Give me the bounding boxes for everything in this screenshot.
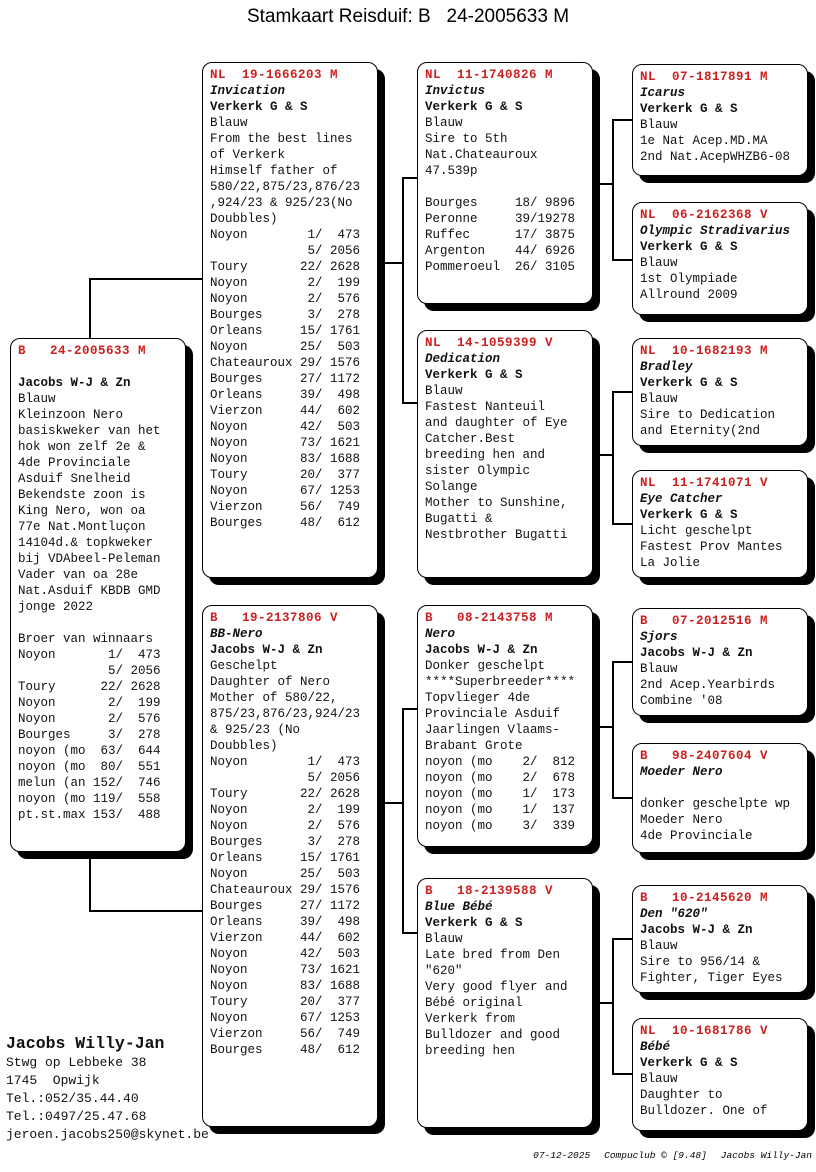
pedigree-text-line: Jaarlingen Vlaams- — [425, 723, 561, 737]
pedigree-text-line: Himself father of — [210, 164, 338, 178]
pedigree-text-line: Combine '08 — [640, 694, 723, 708]
connector-line — [402, 708, 404, 934]
connector-line — [402, 708, 418, 710]
pedigree-text-line: Orleans 15/ 1761 — [210, 851, 361, 865]
pedigree-box-sire-dam-sire — [632, 338, 808, 446]
pedigree-text-line: and daughter of Eye — [425, 416, 568, 430]
connector-line — [402, 932, 418, 934]
pedigree-text-line: noyon (mo 80/ 551 — [18, 760, 161, 774]
pedigree-text-line: Orleans 39/ 498 — [210, 388, 361, 402]
pedigree-text-line: ,924/23 & 925/23(No — [210, 196, 353, 210]
pedigree-box-dam-dam-dam — [632, 1018, 808, 1131]
ring-number: NL 11-1740826 M — [425, 68, 554, 82]
pedigree-text-line: Bugatti & — [425, 512, 493, 526]
ring-number: B 08-2143758 M — [425, 611, 554, 625]
pedigree-text-line: Daughter to — [640, 1088, 723, 1102]
pedigree-text-line: breeding hen and — [425, 448, 546, 462]
pedigree-box-dam-sire-dam — [632, 743, 808, 853]
pedigree-text-line: Noyon 83/ 1688 — [210, 979, 361, 993]
ring-number: NL 19-1666203 M — [210, 68, 339, 82]
pedigree-text-line: Bourges 18/ 9896 — [425, 196, 576, 210]
pigeon-name: BB-Nero — [210, 627, 263, 641]
ring-number: B 07-2012516 M — [640, 614, 769, 628]
pedigree-text-line — [18, 615, 178, 631]
pigeon-name: Den "620" — [640, 907, 708, 921]
ring-number: NL 07-1817891 M — [640, 70, 769, 84]
pedigree-text-line: Toury 20/ 377 — [210, 995, 361, 1009]
pedigree-text-line: Blauw — [640, 118, 678, 132]
pedigree-text-line: Noyon 67/ 1253 — [210, 484, 361, 498]
pedigree-text-line: basiskweker van het — [18, 424, 161, 438]
pedigree-text-line: Kleinzoon Nero — [18, 408, 124, 422]
pigeon-owner: Verkerk G & S — [640, 508, 738, 522]
pigeon-name: Bébé — [640, 1040, 671, 1054]
pedigree-text-line: Toury 22/ 2628 — [210, 260, 361, 274]
pigeon-name: Icarus — [640, 86, 686, 100]
pedigree-text-line: Late bred from Den — [425, 948, 561, 962]
fancier-phone-2: Tel.:0497/25.47.68 — [6, 1109, 147, 1124]
pedigree-text-line: Nat.Chateauroux — [425, 148, 538, 162]
pedigree-text-line: 2nd Nat.AcepWHZB6-08 — [640, 150, 791, 164]
pedigree-text-line: Blauw — [640, 939, 678, 953]
pedigree-text-line: sister Olympic — [425, 464, 531, 478]
pedigree-text-line: 875/23,876/23,924/23 — [210, 707, 361, 721]
pigeon-name: Sjors — [640, 630, 678, 644]
fancier-phone-1: Tel.:052/35.44.40 — [6, 1091, 139, 1106]
connector-line — [89, 278, 203, 280]
connector-line — [612, 119, 633, 121]
pedigree-text-line: Bourges 3/ 278 — [210, 835, 361, 849]
ring-number: NL 10-1682193 M — [640, 344, 769, 358]
pedigree-box-dam — [202, 605, 378, 1127]
pedigree-text-line: of Verkerk — [210, 148, 286, 162]
pigeon-name: Dedication — [425, 352, 501, 366]
connector-line — [378, 802, 403, 804]
pedigree-text-line: Noyon 2/ 576 — [210, 819, 361, 833]
pigeon-owner — [640, 780, 800, 796]
connector-line — [89, 910, 203, 912]
pedigree-text-line: Noyon 2/ 576 — [210, 292, 361, 306]
pedigree-text-line: Blauw — [210, 116, 248, 130]
pedigree-text-line: Chateauroux 29/ 1576 — [210, 883, 361, 897]
pigeon-name: Blue Bébé — [425, 900, 493, 914]
connector-line — [612, 119, 614, 261]
connector-line — [612, 259, 633, 261]
pedigree-text-line: Ruffec 17/ 3875 — [425, 228, 576, 242]
connector-line — [593, 183, 613, 185]
pedigree-text-line: Bourges 27/ 1172 — [210, 899, 361, 913]
pedigree-text-line: Doubbles) — [210, 212, 278, 226]
pedigree-text-line: Noyon 42/ 503 — [210, 420, 361, 434]
pedigree-text-line: 77e Nat.Montluçon — [18, 520, 146, 534]
pigeon-owner: Verkerk G & S — [425, 368, 523, 382]
pedigree-text-line: jonge 2022 — [18, 600, 94, 614]
ring-number: NL 06-2162368 V — [640, 208, 769, 222]
connector-line — [593, 726, 613, 728]
pedigree-text-line: Verkerk from — [425, 1012, 516, 1026]
connector-line — [89, 278, 91, 339]
pedigree-text-line: Bourges 48/ 612 — [210, 1043, 361, 1057]
pedigree-box-dam-sire — [417, 605, 593, 847]
pigeon-owner: Verkerk G & S — [640, 102, 738, 116]
pedigree-text-line: Nestbrother Bugatti — [425, 528, 568, 542]
connector-line — [402, 177, 404, 404]
connector-line — [612, 1073, 633, 1075]
pedigree-text-line: 4de Provinciale — [640, 829, 753, 843]
pedigree-text-line: Noyon 73/ 1621 — [210, 963, 361, 977]
pedigree-text-line: noyon (mo 63/ 644 — [18, 744, 161, 758]
ring-number: NL 11-1741071 V — [640, 476, 769, 490]
pedigree-text-line: Fastest Prov Mantes — [640, 540, 783, 554]
pedigree-text-line: Vierzon 56/ 749 — [210, 500, 361, 514]
pedigree-text-line: Noyon 2/ 199 — [210, 276, 361, 290]
pedigree-text-line: and Eternity(2nd — [640, 424, 761, 438]
pedigree-text-line: noyon (mo 1/ 137 — [425, 803, 576, 817]
pedigree-text-line: Broer van winnaars — [18, 632, 154, 646]
pigeon-name: Nero — [425, 627, 456, 641]
ring-number: NL 10-1681786 V — [640, 1024, 769, 1038]
pigeon-name: Moeder Nero — [640, 765, 723, 779]
pedigree-text-line: Blauw — [425, 932, 463, 946]
pedigree-text-line: Toury 22/ 2628 — [210, 787, 361, 801]
pedigree-box-dam-dam — [417, 878, 593, 1128]
pigeon-name: Eye Catcher — [640, 492, 723, 506]
pedigree-text-line: Mother of 580/22, — [210, 691, 338, 705]
pigeon-owner: Jacobs W-J & Zn — [18, 376, 131, 390]
pedigree-text-line: 47.539p — [425, 164, 478, 178]
pedigree-text-line: Orleans 39/ 498 — [210, 915, 361, 929]
pedigree-text-line: Orleans 15/ 1761 — [210, 324, 361, 338]
footer-date: 07-12-2025 — [533, 1150, 591, 1161]
footer-program: Compuclub © [9.48] — [604, 1150, 707, 1161]
pedigree-box-sire — [202, 62, 378, 578]
pedigree-text-line: 5/ 2056 — [210, 244, 361, 258]
pedigree-text-line: noyon (mo 119/ 558 — [18, 792, 161, 806]
connector-line — [612, 391, 614, 525]
connector-line — [378, 262, 403, 264]
ring-number: B 10-2145620 M — [640, 891, 769, 905]
pedigree-text-line: La Jolie — [640, 556, 701, 570]
pedigree-text-line: Brabant Grote — [425, 739, 523, 753]
pigeon-owner: Verkerk G & S — [425, 100, 523, 114]
pedigree-text-line: Sire to 956/14 & — [640, 955, 761, 969]
pedigree-text-line: Allround 2009 — [640, 288, 738, 302]
pigeon-name: Invictus — [425, 84, 486, 98]
pedigree-text-line: 5/ 2056 — [18, 664, 161, 678]
pedigree-text-line: Fighter, Tiger Eyes — [640, 971, 783, 985]
connector-line — [89, 853, 91, 912]
pedigree-text-line: pt.st.max 153/ 488 — [18, 808, 161, 822]
pedigree-text-line: Bulldozer. One of — [640, 1104, 768, 1118]
pedigree-box-sire-sire-dam — [632, 202, 808, 315]
pigeon-owner: Verkerk G & S — [640, 240, 738, 254]
pedigree-text-line: Asduif Snelheid — [18, 472, 131, 486]
pedigree-text-line: Bourges 48/ 612 — [210, 516, 361, 530]
connector-line — [612, 661, 633, 663]
pedigree-text-line: 4de Provinciale — [18, 456, 131, 470]
pedigree-text-line: Blauw — [640, 1072, 678, 1086]
pedigree-text-line: Bulldozer and good — [425, 1028, 561, 1042]
pedigree-text-line: Noyon 1/ 473 — [18, 648, 161, 662]
pedigree-text-line: Topvlieger 4de — [425, 691, 531, 705]
pedigree-text-line: 580/22,875/23,876/23 — [210, 180, 361, 194]
pedigree-text-line: breeding hen — [425, 1044, 516, 1058]
connector-line — [612, 938, 633, 940]
pedigree-text-line: "620" — [425, 964, 463, 978]
pedigree-text-line: 14104d.& topkweker — [18, 536, 154, 550]
pedigree-text-line: noyon (mo 2/ 678 — [425, 771, 576, 785]
pedigree-text-line: Noyon 2/ 199 — [18, 696, 161, 710]
connector-line — [593, 1002, 613, 1004]
ring-number: NL 14-1059399 V — [425, 336, 554, 350]
pedigree-text-line: Vierzon 44/ 602 — [210, 931, 361, 945]
pigeon-owner: Verkerk G & S — [425, 916, 523, 930]
pedigree-text-line: Noyon 73/ 1621 — [210, 436, 361, 450]
pigeon-name: Invication — [210, 84, 286, 98]
pedigree-text-line: 1e Nat Acep.MD.MA — [640, 134, 768, 148]
pedigree-text-line: Peronne 39/19278 — [425, 212, 576, 226]
connector-line — [612, 391, 633, 393]
pedigree-text-line: Noyon 83/ 1688 — [210, 452, 361, 466]
pedigree-text-line: Solange — [425, 480, 478, 494]
connector-line — [402, 177, 418, 179]
pigeon-name: Olympic Stradivarius — [640, 224, 791, 238]
page-title: Stamkaart Reisduif: B 24-2005633 M — [246, 6, 570, 27]
pedigree-text-line: 5/ 2056 — [210, 771, 361, 785]
pedigree-text-line: From the best lines — [210, 132, 353, 146]
pedigree-box-sire-sire-sire — [632, 64, 808, 176]
pedigree-text-line: Noyon 1/ 473 — [210, 755, 361, 769]
pedigree-text-line: Doubbles) — [210, 739, 278, 753]
pedigree-text-line: Daughter of Nero — [210, 675, 331, 689]
pedigree-box-dam-dam-sire — [632, 885, 808, 993]
connector-line — [612, 938, 614, 1075]
pedigree-text-line: Blauw — [640, 256, 678, 270]
pigeon-name — [18, 359, 178, 375]
pedigree-text-line: Donker geschelpt — [425, 659, 546, 673]
pedigree-text-line: Noyon 25/ 503 — [210, 867, 361, 881]
pigeon-owner: Verkerk G & S — [640, 376, 738, 390]
pedigree-text-line: Moeder Nero — [640, 813, 723, 827]
connector-line — [612, 797, 633, 799]
pedigree-text-line: 1st Olympiade — [640, 272, 738, 286]
ring-number: B 18-2139588 V — [425, 884, 554, 898]
ring-number: B 24-2005633 M — [18, 344, 147, 358]
pedigree-text-line: Toury 20/ 377 — [210, 468, 361, 482]
pedigree-text-line: Blauw — [640, 392, 678, 406]
pedigree-text-line: Vierzon 56/ 749 — [210, 1027, 361, 1041]
pedigree-text-line: Bourges 3/ 278 — [210, 308, 361, 322]
pedigree-text-line: Bourges 3/ 278 — [18, 728, 161, 742]
pedigree-text-line: King Nero, won oa — [18, 504, 146, 518]
pedigree-box-sire-dam-dam — [632, 470, 808, 578]
pedigree-text-line: melun (an 152/ 746 — [18, 776, 161, 790]
pedigree-text-line: Noyon 1/ 473 — [210, 228, 361, 242]
print-footer — [496, 1139, 812, 1172]
pedigree-text-line: Mother to Sunshine, — [425, 496, 568, 510]
pedigree-text-line: noyon (mo 2/ 812 — [425, 755, 576, 769]
pigeon-owner: Verkerk G & S — [210, 100, 308, 114]
pedigree-text-line: Blauw — [18, 392, 56, 406]
pedigree-text-line: Vader van oa 28e — [18, 568, 139, 582]
pedigree-text-line: Bekendste zoon is — [18, 488, 146, 502]
pedigree-text-line: Vierzon 44/ 602 — [210, 404, 361, 418]
pedigree-box-dam-sire-sire — [632, 608, 808, 716]
pedigree-text-line: Licht geschelpt — [640, 524, 753, 538]
fancier-name: Jacobs Willy-Jan — [6, 1034, 165, 1053]
pedigree-text-line: noyon (mo 3/ 339 — [425, 819, 576, 833]
pedigree-text-line: Noyon 67/ 1253 — [210, 1011, 361, 1025]
pedigree-text-line: Bourges 27/ 1172 — [210, 372, 361, 386]
pedigree-text-line: Very good flyer and — [425, 980, 568, 994]
pedigree-text-line: hok won zelf 2e & — [18, 440, 146, 454]
pedigree-text-line: Fastest Nanteuil — [425, 400, 546, 414]
pedigree-text-line: Toury 22/ 2628 — [18, 680, 161, 694]
fancier-address-block — [6, 1033, 209, 1144]
pedigree-text-line: & 925/23 (No — [210, 723, 301, 737]
pedigree-text-line: Sire to Dedication — [640, 408, 776, 422]
pedigree-text-line: Chateauroux 29/ 1576 — [210, 356, 361, 370]
pedigree-text-line: Blauw — [425, 116, 463, 130]
connector-line — [593, 454, 613, 456]
pedigree-text-line: Noyon 25/ 503 — [210, 340, 361, 354]
pedigree-text-line: bij VDAbeel-Peleman — [18, 552, 161, 566]
fancier-email: jeroen.jacobs250@skynet.be — [6, 1127, 209, 1142]
pigeon-name: Bradley — [640, 360, 693, 374]
ring-number: B 98-2407604 V — [640, 749, 769, 763]
pedigree-text-line: noyon (mo 1/ 173 — [425, 787, 576, 801]
pedigree-text-line: Sire to 5th — [425, 132, 508, 146]
pigeon-owner: Verkerk G & S — [640, 1056, 738, 1070]
pigeon-owner: Jacobs W-J & Zn — [210, 643, 323, 657]
pedigree-text-line — [425, 179, 585, 195]
pedigree-box-sire-sire — [417, 62, 593, 304]
pedigree-text-line: Noyon 42/ 503 — [210, 947, 361, 961]
pedigree-text-line: Pommeroeul 26/ 3105 — [425, 260, 576, 274]
pedigree-text-line: Blauw — [425, 384, 463, 398]
footer-owner: Jacobs Willy-Jan — [720, 1150, 812, 1161]
pigeon-owner: Jacobs W-J & Zn — [640, 646, 753, 660]
pedigree-text-line: Blauw — [640, 662, 678, 676]
fancier-street: Stwg op Lebbeke 38 — [6, 1055, 147, 1070]
pedigree-text-line: donker geschelpte wp — [640, 797, 791, 811]
pedigree-text-line: Argenton 44/ 6926 — [425, 244, 576, 258]
connector-line — [402, 402, 418, 404]
pedigree-text-line: Geschelpt — [210, 659, 278, 673]
ring-number: B 19-2137806 V — [210, 611, 339, 625]
pedigree-text-line: Provinciale Asduif — [425, 707, 561, 721]
connector-line — [612, 523, 633, 525]
pedigree-text-line: Catcher.Best — [425, 432, 516, 446]
pedigree-text-line: Nat.Asduif KBDB GMD — [18, 584, 161, 598]
pedigree-text-line: 2nd Acep.Yearbirds — [640, 678, 776, 692]
fancier-city: 1745 Opwijk — [6, 1073, 100, 1088]
pedigree-box-sire-dam — [417, 330, 593, 578]
pedigree-text-line: ****Superbreeder**** — [425, 675, 576, 689]
connector-line — [612, 661, 614, 799]
pedigree-box-subject — [10, 338, 186, 852]
pedigree-text-line: Noyon 2/ 199 — [210, 803, 361, 817]
pigeon-owner: Jacobs W-J & Zn — [640, 923, 753, 937]
pedigree-text-line: Noyon 2/ 576 — [18, 712, 161, 726]
pigeon-owner: Jacobs W-J & Zn — [425, 643, 538, 657]
pedigree-text-line: Bébé original — [425, 996, 523, 1010]
